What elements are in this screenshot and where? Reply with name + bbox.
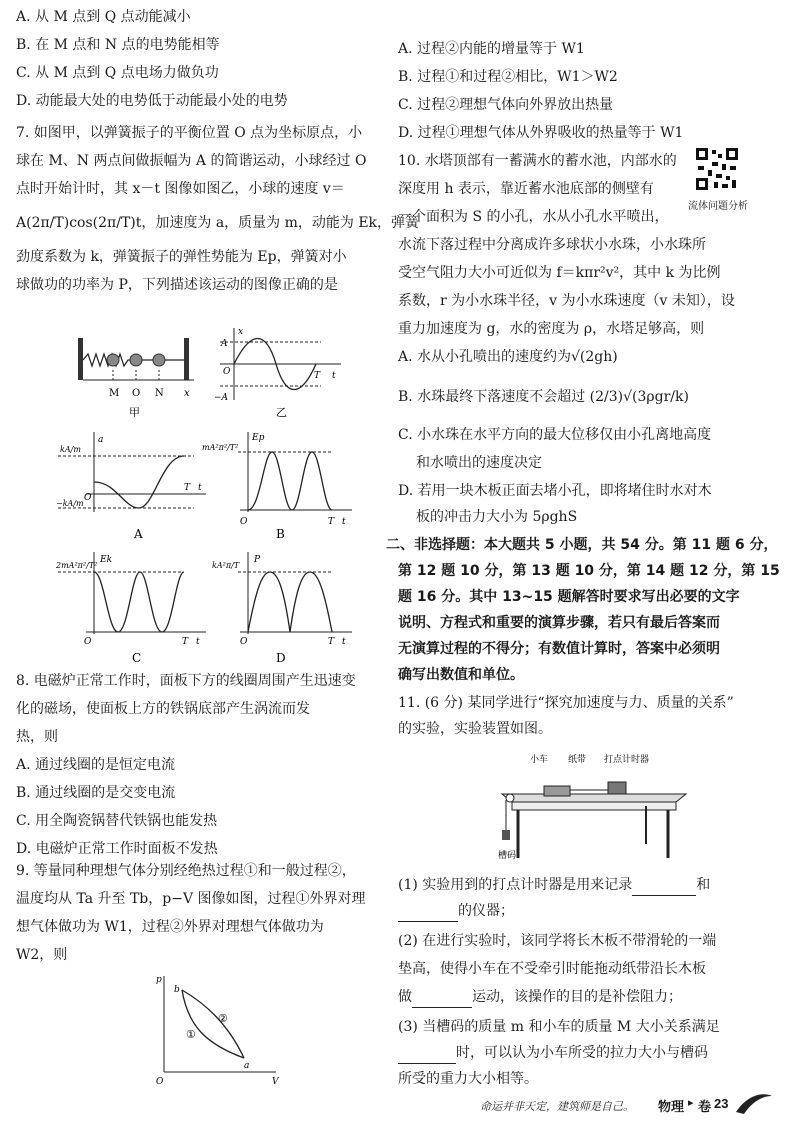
graph-c-period: T: [182, 637, 189, 647]
label-tape: 纸带: [568, 755, 587, 765]
q10-option-d-2: 板的冲击力大小为 5ρghS: [416, 509, 578, 525]
q11-sub1-and: 和: [696, 877, 711, 893]
page-footer: [420, 1090, 780, 1120]
q7-line-4: A(2π/T)cos(2π/T)t，加速度为 a，质量为 m，动能为 Ek，弹簧: [16, 215, 420, 231]
q10-line-5: 受空气阻力大小可近似为 f＝kπr²v²，其中 k 为比例: [398, 265, 721, 281]
q11-sub1-end: 的仪器；: [458, 903, 514, 919]
graph-d-top: kA²π/T: [212, 561, 240, 570]
yi-t-period: T: [314, 371, 321, 381]
footer-arrow-icon: ▸: [688, 1096, 694, 1109]
section2-line-5: 无演算过程的不得分；有数值计算时，答案中必须明: [398, 641, 720, 657]
q11-sub1-blank-1[interactable]: [632, 879, 696, 896]
yi-tick-a: A: [221, 339, 228, 349]
yi-yaxis: x: [238, 327, 244, 337]
label-timer: 打点计时器: [604, 755, 650, 765]
q11-sub2-do: 做: [398, 989, 412, 1005]
q8-line-3: 热，则: [16, 729, 58, 745]
q11-line-2: 的实验，实验装置如图。: [398, 721, 552, 737]
graph-c-origin: O: [84, 637, 92, 647]
graph-b-top: mA²π²/T²: [202, 443, 239, 452]
label-car: 小车: [530, 755, 549, 765]
q8-option-d: D. 电磁炉正常工作时面板不发热: [16, 841, 218, 857]
q10-line-7: 重力加速度为 g，水的密度为 ρ，水塔足够高，则: [398, 321, 705, 337]
q11-sub1: [398, 874, 710, 896]
q6-option-d: D. 动能最大处的电势低于动能最小处的电势: [16, 93, 288, 109]
graph-d-period: T: [328, 637, 335, 647]
q11-sub2-blank[interactable]: [412, 991, 472, 1008]
label-o: O: [132, 388, 141, 399]
q9-option-d: D. 过程①理想气体从外界吸收的热量等于 W1: [398, 125, 684, 141]
q10-option-b: B. 水珠最终下落速度不会超过 (2/3)√(3ρgr/k): [398, 389, 689, 405]
q11-line-1: 11. (6 分) 某同学进行“探究加速度与力、质量的关系”: [398, 695, 734, 711]
pv-point-a: a: [244, 1061, 250, 1071]
graph-b-origin: O: [240, 517, 248, 527]
q11-sub3-line-2: [398, 1042, 708, 1064]
p-v-graph: [136, 972, 286, 1090]
q8-option-b: B. 通过线圈的是交变电流: [16, 785, 176, 801]
graph-a-origin: O: [84, 493, 92, 503]
q11-sub3-line-3: 所受的重力大小相等。: [398, 1071, 538, 1087]
graph-d-t: t: [342, 637, 346, 647]
q11-sub1-text: (1) 实验用到的打点计时器是用来记录: [398, 877, 633, 893]
q7-line-2: 球在 M、N 两点间做振幅为 A 的简谐运动，小球经过 O: [16, 153, 367, 169]
x-t-graph: [214, 327, 341, 419]
q10-option-d-1: D. 若用一块木板正面去堵小孔，即将堵住时水对木: [398, 483, 712, 499]
pv-point-b: b: [174, 985, 180, 995]
section2-line-2: 第 12 题 10 分，第 13 题 10 分，第 14 题 12 分，第 15: [398, 563, 780, 579]
q8-line-2: 化的磁场，使面板上方的铁锅底部产生涡流而发: [16, 701, 310, 717]
section2-line-4: 说明、方程式和重要的演算步骤，若只有最后答案而: [398, 615, 720, 631]
graph-b-yaxis: Ep: [252, 433, 265, 443]
q9-option-a: A. 过程②内能的增量等于 W1: [398, 41, 585, 57]
graph-a-bottom: −kA/m: [56, 499, 84, 508]
q11-sub3-blank[interactable]: [398, 1047, 456, 1064]
q8-option-c: C. 用全陶瓷锅替代铁锅也能发热: [16, 813, 218, 829]
q11-sub2-line-2: 垫高，使得小车在不受牵引时能拖动纸带沿长木板: [398, 961, 706, 977]
q7-line-5: 劲度系数为 k，弹簧振子的弹性势能为 Ep，弹簧对小: [16, 249, 347, 265]
q11-sub2-line-3: [398, 986, 682, 1008]
q9-line-2: 温度均从 Ta 升至 Tb，p−V 图像如图，过程①外界对理: [16, 891, 366, 907]
q9-option-b: B. 过程①和过程②相比，W1＞W2: [398, 69, 618, 85]
section2-line-6: 确写出数值和单位。: [398, 667, 524, 683]
q11-sub3-mid: 时，可以认为小车所受的拉力大小与槽码: [456, 1045, 708, 1061]
pv-p-label: p: [156, 975, 162, 985]
graph-c-top: 2mA²π²/T²: [56, 561, 98, 570]
caption-yi: 乙: [276, 406, 287, 419]
spring-oscillator-figure: [78, 338, 194, 419]
caption-d: D: [276, 651, 286, 665]
caption-jia: 甲: [129, 406, 140, 419]
q11-sub2-end: 运动，该操作的目的是补偿阻力；: [472, 989, 682, 1005]
footer-motto: 命运并非天定，建筑师是自己。: [480, 1100, 634, 1113]
graph-b-t: t: [342, 517, 346, 527]
label-x: x: [184, 388, 190, 399]
graph-a-t: t: [198, 483, 202, 493]
experiment-apparatus: [496, 748, 696, 866]
caption-a: A: [134, 527, 143, 541]
q9-option-c: C. 过程②理想气体向外界放出热量: [398, 97, 614, 113]
q8-option-a: A. 通过线圈的是恒定电流: [16, 757, 176, 773]
graph-a-period: T: [184, 483, 191, 493]
graph-a-yaxis: a: [98, 435, 104, 445]
yi-t-label: t: [332, 371, 336, 381]
caption-b: B: [276, 527, 285, 541]
q10-line-3: 一个面积为 S 的小孔，水从小孔水平喷出，: [398, 209, 669, 225]
pv-process-2: ②: [218, 1012, 228, 1025]
q6-option-b: B. 在 M 点和 N 点的电势能相等: [16, 37, 220, 53]
q11-sub3-line-1: (3) 当槽码的质量 m 和小车的质量 M 大小关系满足: [398, 1019, 720, 1035]
graph-a: [56, 432, 206, 541]
footer-label: 卷: [698, 1099, 712, 1114]
yi-origin: O: [223, 367, 231, 377]
section2-line-3: 题 16 分。其中 13~15 题解答时要求写出必要的文字: [398, 589, 740, 605]
graph-c-t: t: [196, 637, 200, 647]
q9-line-3: 想气体做功为 W1，过程②外界对理想气体做功为: [16, 919, 324, 935]
q10-line-4: 水流下落过程中分离成许多球状小水珠，小水珠所: [398, 237, 706, 253]
label-n: N: [155, 388, 164, 399]
section2-line-1: 二、非选择题：本大题共 5 小题，共 54 分。第 11 题 6 分，: [386, 537, 778, 553]
q11-sub2-line-1: (2) 在进行实验时，该同学将长木板不带滑轮的一端: [398, 933, 717, 949]
graph-a-top: kA/m: [60, 445, 81, 454]
q10-line-6: 系数，r 为小水珠半径，v 为小水珠速度（v 未知），设: [398, 293, 735, 309]
label-m: M: [109, 388, 120, 399]
graph-c: [55, 552, 206, 665]
q7-line-1: 7. 如图甲，以弹簧振子的平衡位置 O 点为坐标原点，小: [16, 125, 363, 141]
q11-sub1-cont: [398, 900, 514, 922]
q9-line-1: 9. 等量同种理想气体分别经绝热过程①和一般过程②，: [16, 863, 356, 879]
pv-origin: O: [156, 1077, 164, 1087]
graph-d-yaxis: P: [254, 555, 261, 565]
q10-option-c-2: 和水喷出的速度决定: [416, 455, 542, 471]
q9-line-4: W2，则: [16, 947, 68, 963]
graph-b-period: T: [328, 517, 335, 527]
q7-line-6: 球做功的功率为 P，下列描述该运动的图像正确的是: [16, 277, 338, 293]
q10-line-1: 10. 水塔顶部有一蓄满水的蓄水池，内部水的: [398, 153, 677, 169]
q7-line-3: 点时开始计时，其 x－t 图像如图乙，小球的速度 v＝: [16, 181, 345, 197]
graph-d: [212, 552, 352, 665]
q6-option-c: C. 从 M 点到 Q 点电场力做负功: [16, 65, 219, 81]
qr-caption: 流体问题分析: [688, 201, 748, 212]
q6-option-a: A. 从 M 点到 Q 点动能减小: [16, 9, 191, 25]
yi-tick-neg-a: −A: [214, 393, 229, 403]
q10-option-a: A. 水从小孔喷出的速度约为√(2gh): [398, 349, 618, 365]
footer-page-number: 23: [714, 1096, 729, 1111]
graph-d-origin: O: [240, 637, 248, 647]
q10-line-2: 深度用 h 表示，靠近蓄水池底部的侧壁有: [398, 181, 654, 197]
footer-subject: 物理: [658, 1099, 685, 1114]
qr-code[interactable]: [694, 146, 740, 192]
graph-b: [202, 432, 352, 541]
pv-v-label: V: [272, 1077, 279, 1087]
q11-sub1-blank-2[interactable]: [398, 905, 458, 922]
q8-line-1: 8. 电磁炉正常工作时，面板下方的线圈周围产生迅速变: [16, 673, 356, 689]
caption-c: C: [132, 651, 142, 665]
footer-swoosh-icon: [734, 1090, 774, 1118]
q10-option-c-1: C. 小水珠在水平方向的最大位移仅由小孔离地高度: [398, 427, 712, 443]
pv-process-1: ①: [186, 1028, 196, 1041]
graph-c-yaxis: Ek: [100, 555, 113, 565]
label-weight: 槽码: [498, 851, 517, 861]
